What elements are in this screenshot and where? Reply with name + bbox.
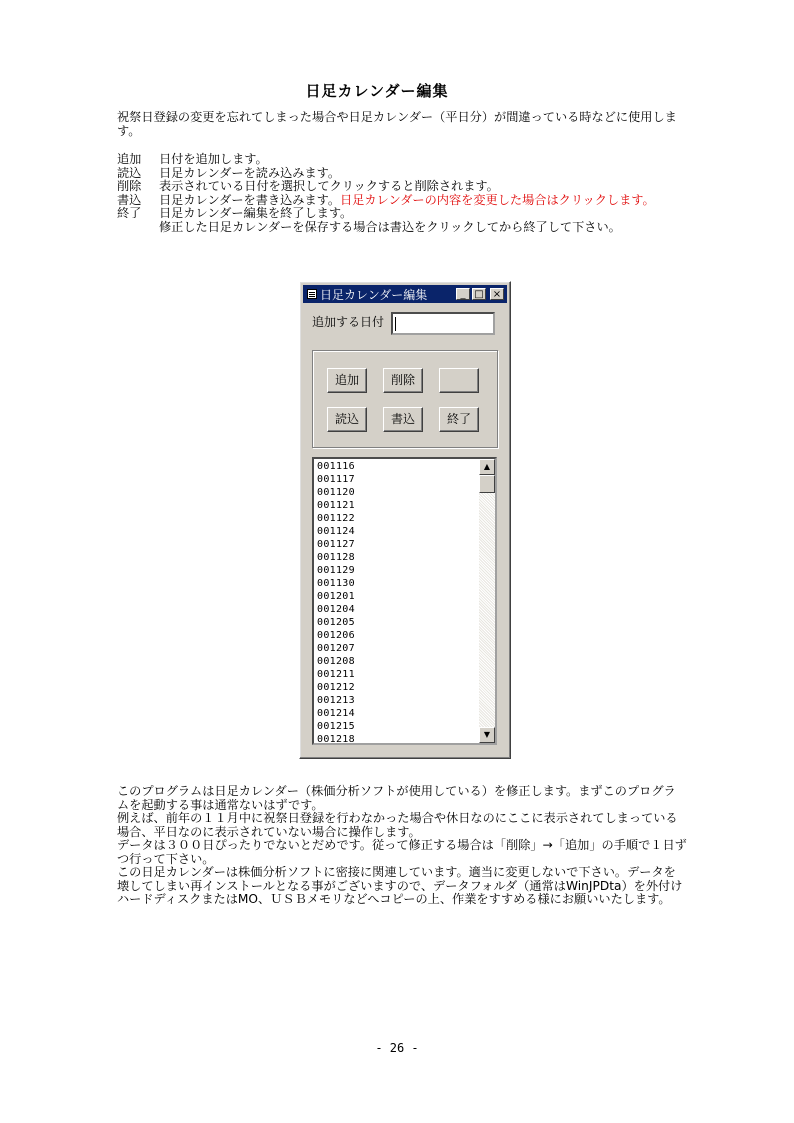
maximize-button[interactable]: □ — [472, 288, 486, 300]
add-button[interactable]: 追加 — [327, 368, 367, 393]
page-number: - 26 - — [375, 1041, 419, 1055]
window-icon — [307, 289, 317, 299]
intro-paragraph — [117, 111, 687, 138]
list-item[interactable]: 001116 — [317, 461, 355, 472]
calendar-editor-window — [299, 281, 511, 759]
list-item[interactable]: 001127 — [317, 539, 355, 550]
text-caret — [395, 317, 396, 331]
list-item[interactable]: 001129 — [317, 565, 355, 576]
command-desc-wrap — [159, 194, 687, 208]
title-bar[interactable] — [303, 285, 507, 303]
command-desc: 日足カレンダーを読み込みます。 — [159, 165, 341, 180]
command-key: 終了 — [117, 206, 142, 220]
close-button[interactable]: × — [490, 288, 504, 300]
notes-section — [117, 785, 687, 907]
scrollbar[interactable] — [479, 459, 495, 743]
list-item[interactable]: 001213 — [317, 695, 355, 706]
list-item[interactable]: 001128 — [317, 552, 355, 563]
note-paragraph: データは３００日ぴったりでないとだめです。従って修正する場合は「削除」→「追加」の手順で１日ずつ行って下さい。 — [117, 838, 687, 866]
note-paragraph: 例えば、前年の１１月中に祝祭日登録を行わなかった場合や休日なのにここに表示されてしまっている場合、平日なのに表示されていない場合に操作します。 — [117, 811, 678, 839]
list-item[interactable]: 001207 — [317, 643, 355, 654]
command-key: 削除 — [117, 179, 142, 193]
list-item[interactable]: 001214 — [317, 708, 355, 719]
command-desc: 日足カレンダー編集を終了します。 — [159, 206, 353, 220]
write-button[interactable]: 書込 — [383, 407, 423, 432]
list-item[interactable]: 001206 — [317, 630, 355, 641]
blank-button[interactable] — [439, 368, 479, 393]
command-key: 書込 — [117, 192, 142, 207]
note-paragraph: この日足カレンダーは株価分析ソフトに密接に関連しています。適当に変更しないで下さい。データを壊してしまい再インストールとなる事がございますので、データフォルダ（通常はWinJPDta）を外付けハードディスクまたはMO、ＵＳＢメモリなどへコピーの上、作業をすすめる様にお願いいたします。 — [117, 865, 683, 906]
list-item[interactable]: 001124 — [317, 526, 355, 537]
command-desc-wrap — [159, 207, 687, 234]
command-item-exit — [117, 207, 687, 234]
note-paragraph: このプログラムは日足カレンダー（株価分析ソフトが使用している）を修正します。まずこのプログラムを起動する事は通常ないはずです。 — [117, 784, 676, 812]
list-item[interactable]: 001121 — [317, 500, 355, 511]
command-warning: 日足カレンダーの内容を変更した場合はクリックします。 — [340, 192, 655, 207]
list-item[interactable]: 001218 — [317, 734, 355, 745]
command-extra: 修正した日足カレンダーを保存する場合は書込をクリックしてから終了して下さい。 — [159, 219, 621, 234]
exit-button[interactable]: 終了 — [439, 407, 479, 432]
list-item[interactable]: 001211 — [317, 669, 355, 680]
list-item[interactable]: 001120 — [317, 487, 355, 498]
list-item[interactable]: 001212 — [317, 682, 355, 693]
command-key: 追加 — [117, 152, 142, 166]
command-desc: 日足カレンダーを書き込みます。 — [159, 192, 341, 207]
window-title: 日足カレンダー編集 — [320, 287, 428, 302]
command-item-write — [117, 194, 687, 208]
list-items — [317, 460, 355, 745]
intro-text: 祝祭日登録の変更を忘れてしまった場合や日足カレンダー（平日分）が間違っている時などに使用します。 — [117, 110, 677, 138]
list-item[interactable]: 001122 — [317, 513, 355, 524]
command-desc: 日付を追加します。 — [159, 152, 268, 166]
list-item[interactable]: 001117 — [317, 474, 355, 485]
scroll-thumb[interactable] — [479, 475, 495, 493]
list-item[interactable]: 001208 — [317, 656, 355, 667]
list-item[interactable]: 001201 — [317, 591, 355, 602]
command-item-add — [117, 153, 687, 167]
date-listbox[interactable] — [312, 457, 497, 745]
load-button[interactable]: 読込 — [327, 407, 367, 432]
date-label: 追加する日付 — [312, 315, 385, 329]
command-list — [117, 153, 687, 234]
scroll-down-button[interactable]: ▼ — [479, 727, 495, 743]
list-item[interactable]: 001215 — [317, 721, 355, 732]
command-item-load — [117, 167, 687, 181]
scroll-up-button[interactable]: ▲ — [479, 459, 495, 475]
list-item[interactable]: 001130 — [317, 578, 355, 589]
command-key: 読込 — [117, 165, 142, 180]
page-title: 日足カレンダー編集 — [305, 82, 449, 100]
command-item-delete — [117, 180, 687, 194]
command-desc: 表示されている日付を選択してクリックすると削除されます。 — [159, 179, 499, 193]
button-group — [312, 350, 498, 448]
list-item[interactable]: 001204 — [317, 604, 355, 615]
delete-button[interactable]: 削除 — [383, 368, 423, 393]
list-item[interactable]: 001205 — [317, 617, 355, 628]
date-input[interactable] — [391, 312, 495, 335]
minimize-button[interactable]: _ — [456, 288, 470, 300]
